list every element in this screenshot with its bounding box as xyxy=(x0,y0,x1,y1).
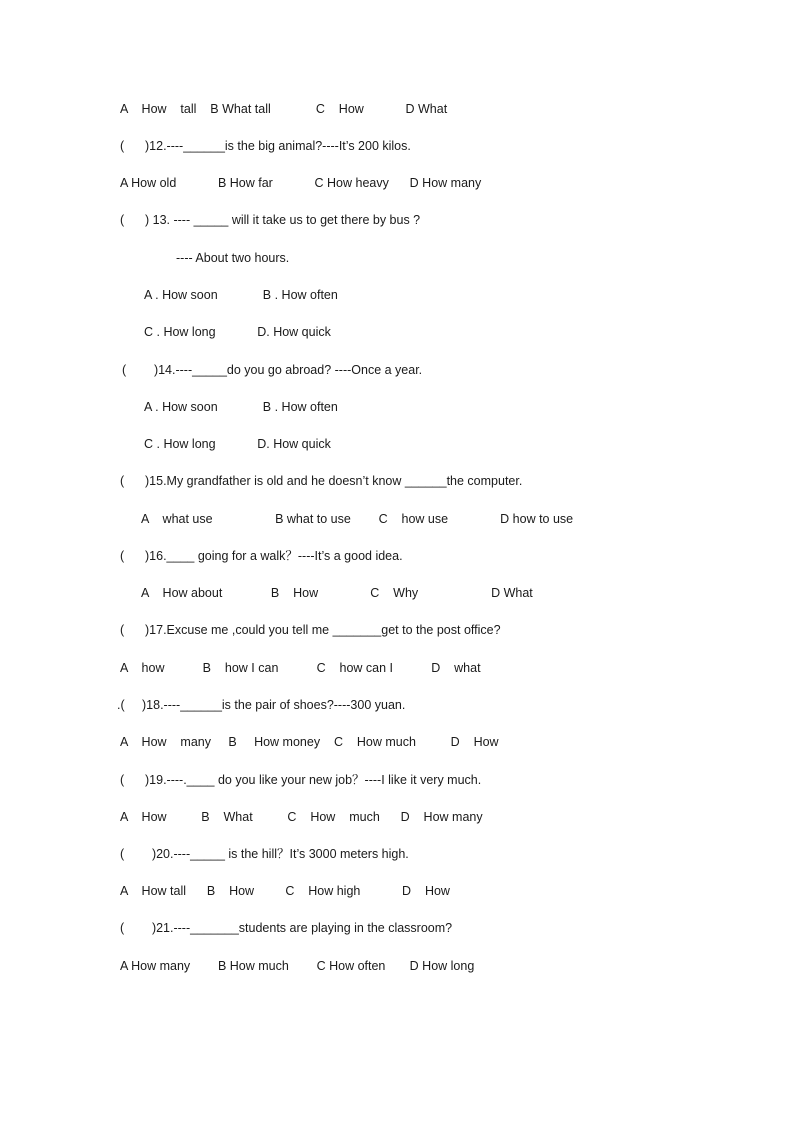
option-row: C . How long D. How quick xyxy=(144,325,331,339)
option-row: A How tall B How C How high D How xyxy=(120,884,450,898)
option-row: A How old B How far C How heavy D How many xyxy=(120,176,482,190)
option-row: A How tall B What tall C How D What xyxy=(120,102,448,116)
option-row: A how B how I can C how can I D what xyxy=(120,661,481,675)
option-row: C . How long D. How quick xyxy=(144,437,331,451)
question-17: ( )17.Excuse me ,could you tell me _______get to the post office? xyxy=(120,623,501,637)
question-14: ( )14.----_____do you go abroad? ----Once a year. xyxy=(122,363,423,377)
question-21: ( )21.----_______students are playing in the classroom? xyxy=(120,921,453,935)
question-18: .( )18.----______is the pair of shoes?----300 yuan. xyxy=(117,698,406,712)
question-16: ( )16.____ going for a walk？----It’s a good idea. xyxy=(120,549,403,563)
question-15: ( )15.My grandfather is old and he doesn’t know ______the computer. xyxy=(120,474,523,488)
question-20: ( )20.----_____ is the hill？It’s 3000 meters high. xyxy=(120,847,409,861)
option-row: A How many B How much C How often D How long xyxy=(120,959,475,973)
answer-line: ---- About two hours. xyxy=(176,251,290,265)
option-row: A what use B what to use C how use D how to use xyxy=(141,512,574,526)
question-13: ( ) 13. ---- _____ will it take us to get there by bus ? xyxy=(120,213,421,227)
option-row: A How about B How C Why D What xyxy=(141,586,533,600)
option-row: A How many B How money C How much D How xyxy=(120,735,499,749)
option-row: A How B What C How much D How many xyxy=(120,810,483,824)
option-row: A . How soon B . How often xyxy=(144,288,338,302)
option-row: A . How soon B . How often xyxy=(144,400,338,414)
question-19: ( )19.----.____ do you like your new job？----I like it very much. xyxy=(120,773,482,787)
question-12: ( )12.----______is the big animal?----It’s 200 kilos. xyxy=(120,139,411,153)
